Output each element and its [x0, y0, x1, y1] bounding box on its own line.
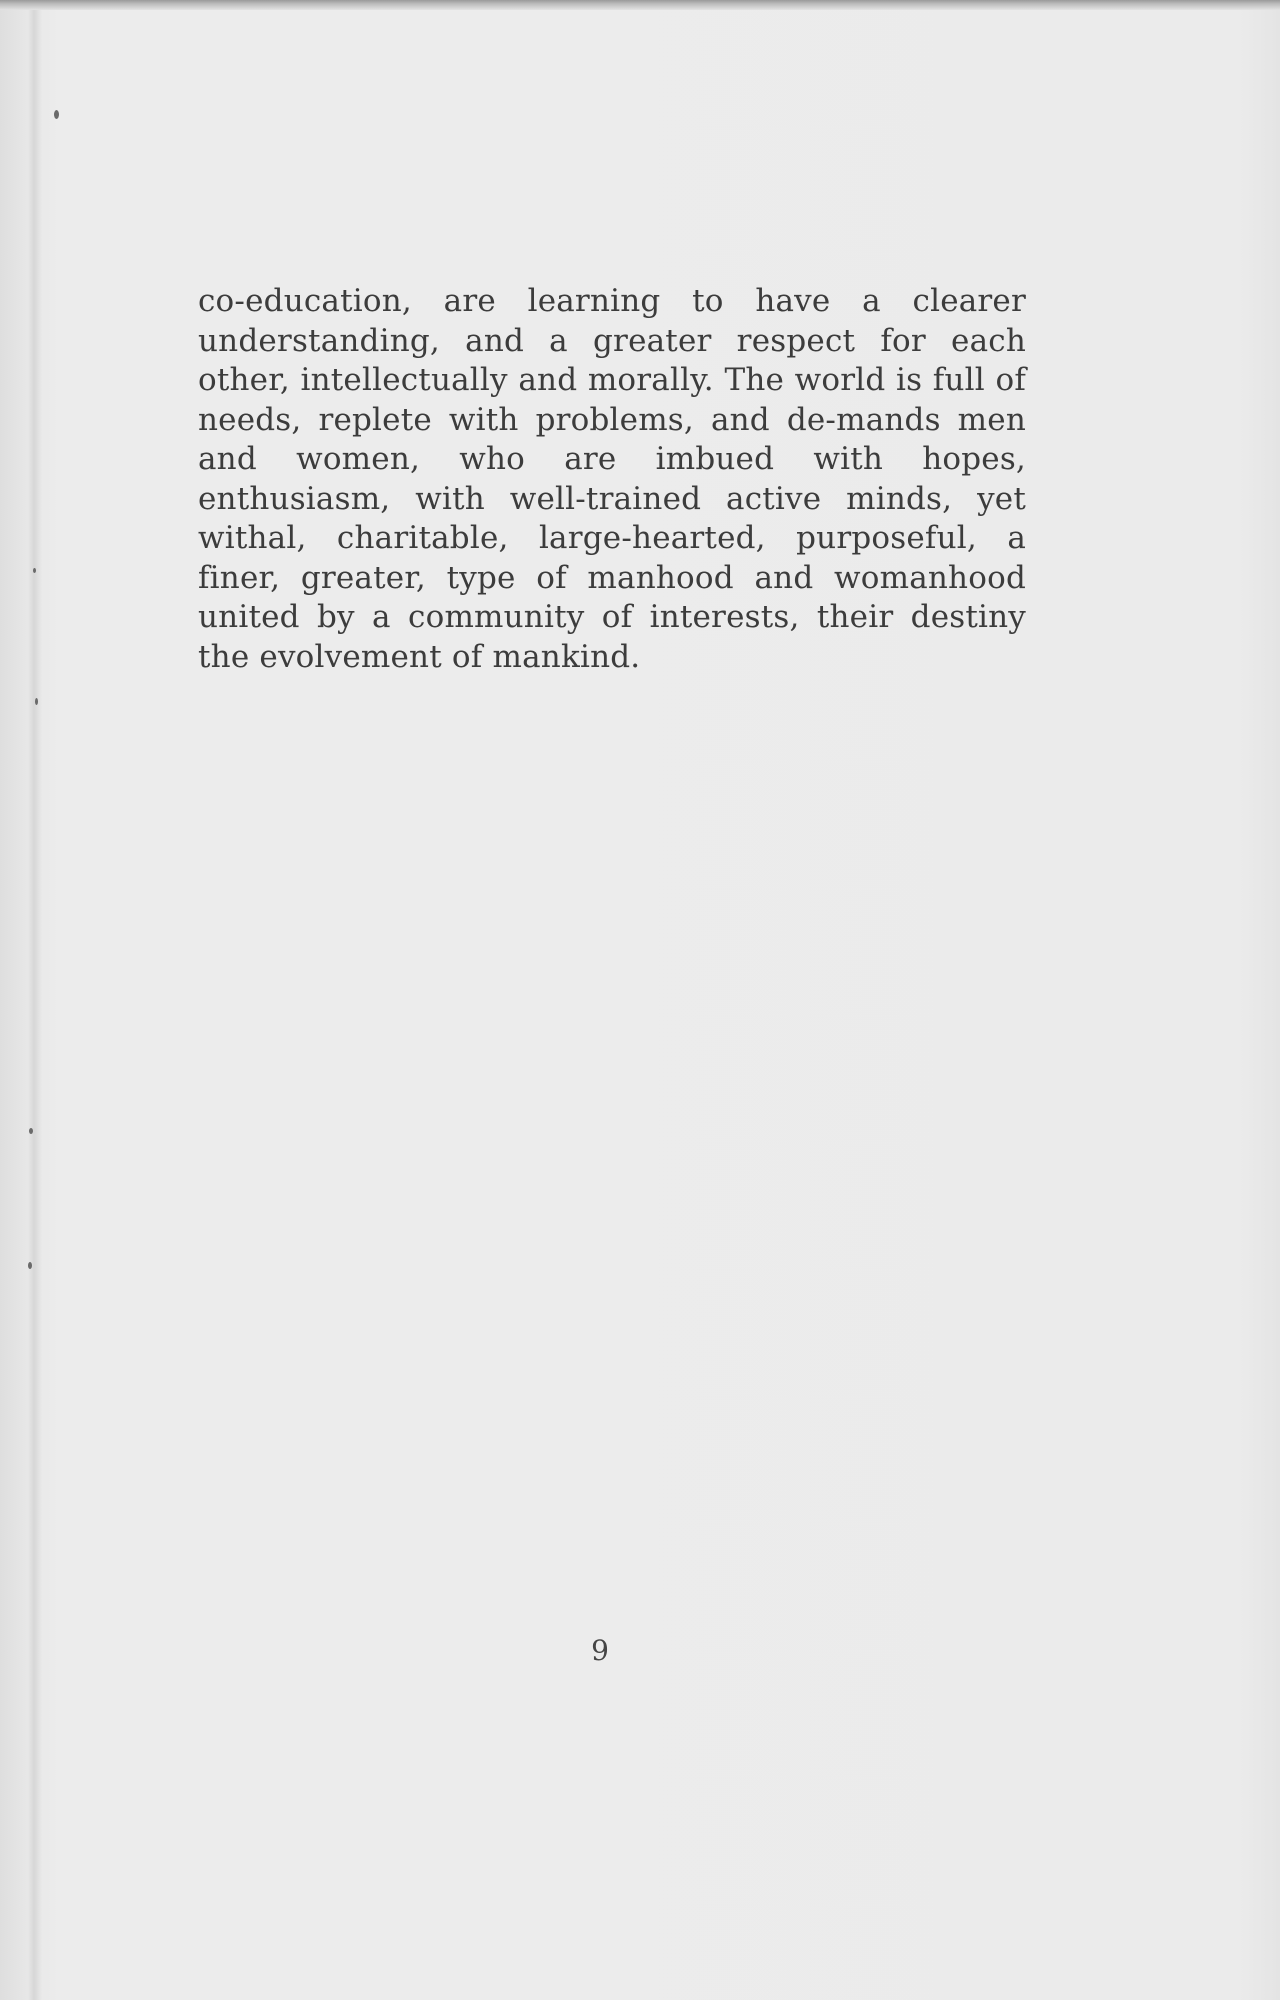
body-paragraph: co-education, are learning to have a clearer understanding, and a greater respect for each other, intellectually and morally. The world is full of needs, replete with problems, and de-mands men and women, who are imbued with hopes, enthusiasm, with well-trained active minds, yet withal, charitable, large-hearted, purposeful, a finer, greater, type of manhood and womanhood united by a community of interests, their destiny the evolvement of mankind. — [198, 283, 1026, 675]
speck-mark — [28, 1262, 32, 1269]
page-number: 9 — [591, 1634, 609, 1667]
page-top-edge — [0, 0, 1280, 10]
speck-mark — [35, 698, 38, 705]
speck-mark — [29, 1128, 33, 1134]
speck-mark — [33, 568, 36, 573]
speck-mark — [54, 110, 59, 119]
spine-shadow — [28, 10, 42, 2000]
